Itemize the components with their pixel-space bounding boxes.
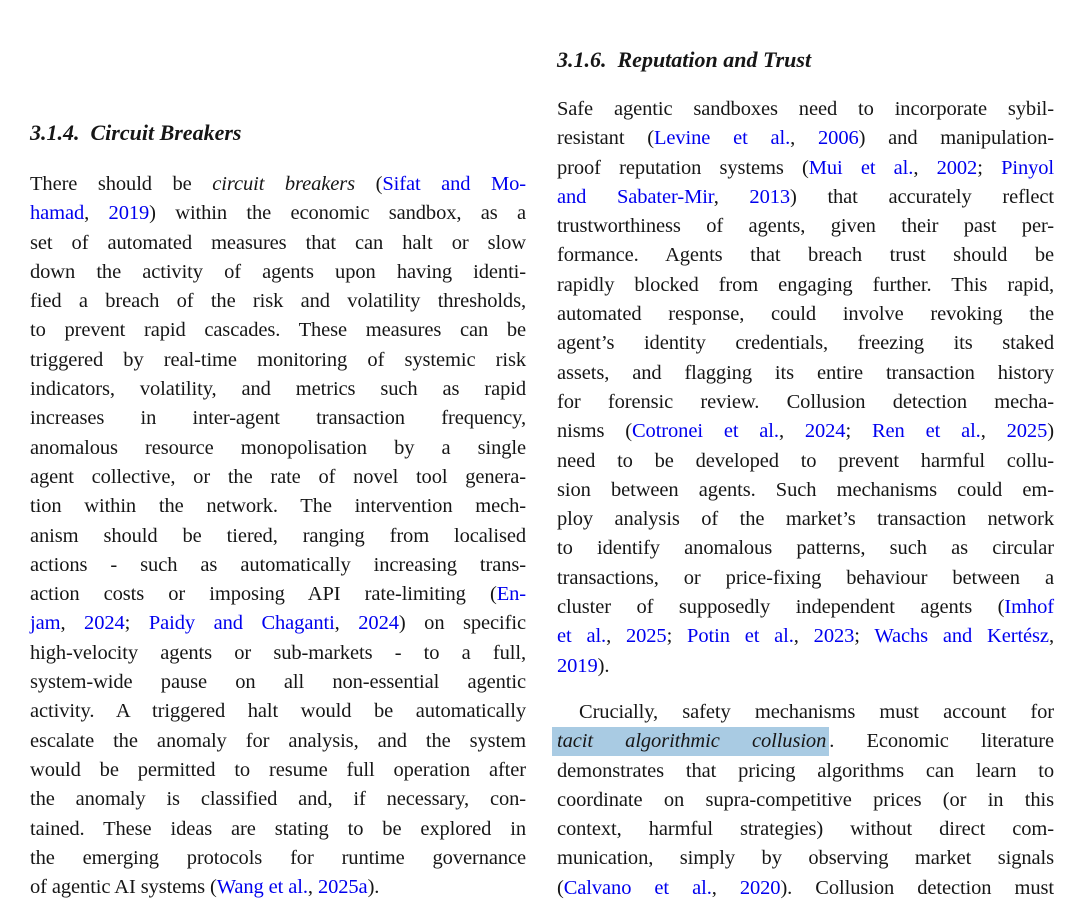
text: , bbox=[711, 876, 740, 899]
citation-link[interactable]: Wang et al. bbox=[216, 876, 308, 899]
text-line bbox=[30, 492, 526, 521]
column-right bbox=[557, 0, 1054, 903]
text: demonstrates that pricing algorithms can learn to bbox=[557, 759, 1054, 782]
text-line bbox=[30, 404, 526, 433]
text: to identify anomalous patterns, such as circular bbox=[557, 537, 1054, 560]
text-line bbox=[557, 593, 1054, 622]
text-line bbox=[30, 609, 526, 638]
text: ) and manipulation- bbox=[858, 127, 1054, 150]
citation-link[interactable]: 2023 bbox=[813, 625, 855, 648]
column-left bbox=[30, 0, 526, 902]
text: assets, and flagging its entire transaction history bbox=[557, 361, 1054, 384]
text-line bbox=[30, 668, 526, 697]
citation-link[interactable]: Wachs and Kertész bbox=[874, 625, 1049, 648]
text-line bbox=[557, 300, 1054, 329]
text: actions - such as automatically increasing trans- bbox=[30, 553, 526, 576]
highlighted-text: tacit algorithmic collusion bbox=[552, 727, 829, 756]
text: tained. These ideas are stating to be explored in bbox=[30, 817, 526, 840]
text: ( bbox=[557, 876, 564, 899]
text-line bbox=[557, 874, 1054, 903]
paragraph bbox=[557, 698, 1054, 903]
text: system-wide pause on all non-essential agentic bbox=[30, 671, 526, 694]
text: ) bbox=[1047, 420, 1054, 443]
text-line bbox=[557, 476, 1054, 505]
citation-link[interactable]: jam bbox=[30, 612, 61, 635]
text-line bbox=[30, 287, 526, 316]
text-line bbox=[30, 815, 526, 844]
text: ; bbox=[854, 625, 875, 648]
text: agent’s identity credentials, freezing its staked bbox=[557, 332, 1054, 355]
text: down the activity of agents upon having identi- bbox=[30, 260, 526, 283]
citation-link[interactable]: 2024 bbox=[358, 612, 399, 635]
text-line bbox=[30, 873, 526, 902]
text: triggered by real-time monitoring of systemic risk bbox=[30, 348, 526, 371]
text: context, harmful strategies) without direct com- bbox=[557, 818, 1054, 841]
text-line bbox=[30, 229, 526, 258]
text: ; bbox=[666, 625, 688, 648]
text: the emerging protocols for runtime governance bbox=[30, 846, 526, 869]
citation-link[interactable]: 2024 bbox=[804, 420, 846, 443]
text-line bbox=[557, 815, 1054, 844]
text: , bbox=[913, 156, 937, 179]
text-line bbox=[30, 522, 526, 551]
citation-link[interactable]: Calvano et al. bbox=[563, 876, 712, 899]
text: , bbox=[606, 625, 626, 648]
text: of agentic AI systems ( bbox=[30, 876, 217, 899]
citation-link[interactable]: 2019 bbox=[557, 654, 598, 677]
text-line bbox=[557, 757, 1054, 786]
text: ). Collusion detection must bbox=[780, 876, 1054, 899]
text: munication, simply by observing market signals bbox=[557, 847, 1054, 870]
section-title: Reputation and Trust bbox=[617, 47, 812, 72]
text-line bbox=[557, 154, 1054, 183]
text-line bbox=[557, 622, 1054, 651]
text: fied a breach of the risk and volatility thresholds, bbox=[30, 290, 526, 313]
citation-link[interactable]: Mui et al. bbox=[808, 156, 914, 179]
citation-link[interactable]: Pinyol bbox=[1001, 156, 1055, 179]
citation-link[interactable]: Paidy and Chaganti bbox=[148, 612, 335, 635]
text: proof reputation systems ( bbox=[557, 156, 809, 179]
citation-link[interactable]: 2020 bbox=[739, 876, 781, 899]
text-line bbox=[557, 124, 1054, 153]
text: ) on specific bbox=[398, 612, 526, 635]
text: , bbox=[60, 612, 85, 635]
section-heading-3-1-4 bbox=[30, 118, 526, 148]
section-number: 3.1.4. bbox=[30, 120, 80, 145]
text-line bbox=[557, 417, 1054, 446]
text: sion between agents. Such mechanisms could em- bbox=[557, 478, 1054, 501]
text-line bbox=[557, 534, 1054, 563]
citation-link[interactable]: 2013 bbox=[749, 185, 791, 208]
text-line bbox=[30, 463, 526, 492]
citation-link[interactable]: En- bbox=[496, 583, 526, 606]
text: , bbox=[790, 127, 819, 150]
text-line bbox=[557, 564, 1054, 593]
text: resistant ( bbox=[557, 127, 654, 150]
citation-link[interactable]: 2025a bbox=[317, 876, 368, 899]
text: the anomaly is classified and, if necessary, con- bbox=[30, 788, 526, 811]
text: ; bbox=[977, 156, 1002, 179]
section-title: Circuit Breakers bbox=[90, 120, 242, 145]
column-right-paragraphs bbox=[557, 95, 1054, 903]
text: need to be developed to prevent harmful collu- bbox=[557, 449, 1054, 472]
text: formance. Agents that breach trust should be bbox=[557, 244, 1054, 267]
text: nisms ( bbox=[557, 420, 632, 443]
text: ; bbox=[845, 420, 872, 443]
text: rapidly blocked from engaging further. This rapid, bbox=[557, 273, 1054, 296]
text-line bbox=[557, 727, 1054, 756]
section-heading-3-1-6 bbox=[557, 45, 1054, 75]
text: activity. A triggered halt would be automatically bbox=[30, 700, 526, 723]
text: agent collective, or the rate of novel tool genera- bbox=[30, 465, 526, 488]
citation-link[interactable]: Levine et al. bbox=[653, 127, 791, 150]
citation-link[interactable]: 2002 bbox=[936, 156, 978, 179]
text-line bbox=[557, 698, 1054, 727]
text-line bbox=[30, 170, 526, 199]
citation-link[interactable]: 2006 bbox=[818, 127, 859, 150]
text: ploy analysis of the market’s transaction network bbox=[557, 508, 1054, 531]
citation-link[interactable]: and Sabater-Mir bbox=[557, 185, 714, 208]
text-line bbox=[30, 727, 526, 756]
text: ) that accurately reflect bbox=[790, 185, 1054, 208]
citation-link[interactable]: Potin et al. bbox=[687, 625, 794, 648]
text-line bbox=[557, 212, 1054, 241]
text: would be permitted to resume full operation after bbox=[30, 758, 526, 781]
text-line bbox=[557, 844, 1054, 873]
text-line bbox=[30, 346, 526, 375]
italic-text: circuit breakers bbox=[212, 173, 356, 195]
text-line bbox=[30, 434, 526, 463]
text-line bbox=[30, 551, 526, 580]
text: , bbox=[980, 420, 1007, 443]
text: anomalous resource monopolisation by a single bbox=[30, 436, 526, 459]
text: , bbox=[307, 876, 318, 899]
text-line bbox=[30, 697, 526, 726]
text-line bbox=[30, 375, 526, 404]
text-line bbox=[557, 271, 1054, 300]
text-line bbox=[30, 258, 526, 287]
text: , bbox=[84, 202, 109, 225]
text: . Economic literature bbox=[829, 730, 1054, 753]
text: to prevent rapid cascades. These measures can be bbox=[30, 319, 526, 342]
text: set of automated measures that can halt or slow bbox=[30, 231, 526, 254]
text: ). bbox=[597, 654, 610, 677]
text-line bbox=[30, 580, 526, 609]
text: , bbox=[793, 625, 814, 648]
text: trustworthiness of agents, given their past per- bbox=[557, 215, 1054, 238]
text-line bbox=[557, 241, 1054, 270]
text: automated response, could involve revoking the bbox=[557, 303, 1054, 326]
text: action costs or imposing API rate-limiting ( bbox=[30, 583, 497, 606]
text: coordinate on supra-competitive prices (or in this bbox=[557, 788, 1054, 811]
text: tion within the network. The intervention mech- bbox=[30, 495, 526, 518]
text-line bbox=[30, 639, 526, 668]
citation-link[interactable]: 2019 bbox=[108, 202, 150, 225]
text: , bbox=[713, 185, 750, 208]
text: ). bbox=[367, 876, 380, 899]
text: ( bbox=[355, 173, 383, 195]
text-line bbox=[557, 786, 1054, 815]
citation-link[interactable]: Imhof bbox=[1004, 596, 1054, 619]
citation-link[interactable]: Cotronei et al. bbox=[631, 420, 779, 443]
text: , bbox=[334, 612, 359, 635]
text: indicators, volatility, and metrics such as rapid bbox=[30, 378, 526, 401]
text: high-velocity agents or sub-markets - to a full, bbox=[30, 641, 526, 664]
text-line bbox=[557, 447, 1054, 476]
text-line bbox=[557, 652, 1054, 681]
text-line bbox=[30, 316, 526, 345]
text: , bbox=[778, 420, 805, 443]
text-line bbox=[30, 756, 526, 785]
citation-link[interactable]: Ren et al. bbox=[871, 420, 981, 443]
column-left-paragraphs bbox=[30, 170, 526, 902]
paragraph bbox=[30, 170, 526, 902]
text: ) within the economic sandbox, as a bbox=[149, 202, 526, 225]
section-number: 3.1.6. bbox=[557, 47, 607, 72]
text-line bbox=[557, 359, 1054, 388]
text-line bbox=[30, 844, 526, 873]
text: Crucially, safety mechanisms must account for bbox=[579, 700, 1054, 723]
citation-link[interactable]: et al. bbox=[557, 625, 607, 648]
text: There should be bbox=[30, 173, 213, 195]
text: Safe agentic sandboxes need to incorporate sybil- bbox=[557, 98, 1054, 120]
text-line bbox=[557, 95, 1054, 124]
text: cluster of supposedly independent agents ( bbox=[557, 596, 1005, 619]
text: for forensic review. Collusion detection mecha- bbox=[557, 390, 1054, 413]
text-line bbox=[557, 329, 1054, 358]
citation-link[interactable]: 2025 bbox=[1006, 420, 1048, 443]
text: anism should be tiered, ranging from localised bbox=[30, 524, 526, 547]
text-line bbox=[557, 183, 1054, 212]
text: ; bbox=[124, 612, 149, 635]
text-line bbox=[557, 388, 1054, 417]
text: escalate the anomaly for analysis, and the system bbox=[30, 729, 526, 752]
text-line bbox=[557, 505, 1054, 534]
citation-link[interactable]: Sifat and Mo- bbox=[382, 173, 526, 195]
citation-link[interactable]: 2024 bbox=[84, 612, 125, 635]
text: , bbox=[1048, 625, 1054, 648]
citation-link[interactable]: hamad bbox=[30, 202, 85, 225]
paragraph bbox=[557, 95, 1054, 681]
text: transactions, or price-fixing behaviour between a bbox=[557, 566, 1054, 589]
text-line bbox=[30, 199, 526, 228]
text-line bbox=[30, 785, 526, 814]
text: increases in inter-agent transaction frequency, bbox=[30, 407, 526, 430]
citation-link[interactable]: 2025 bbox=[625, 625, 667, 648]
